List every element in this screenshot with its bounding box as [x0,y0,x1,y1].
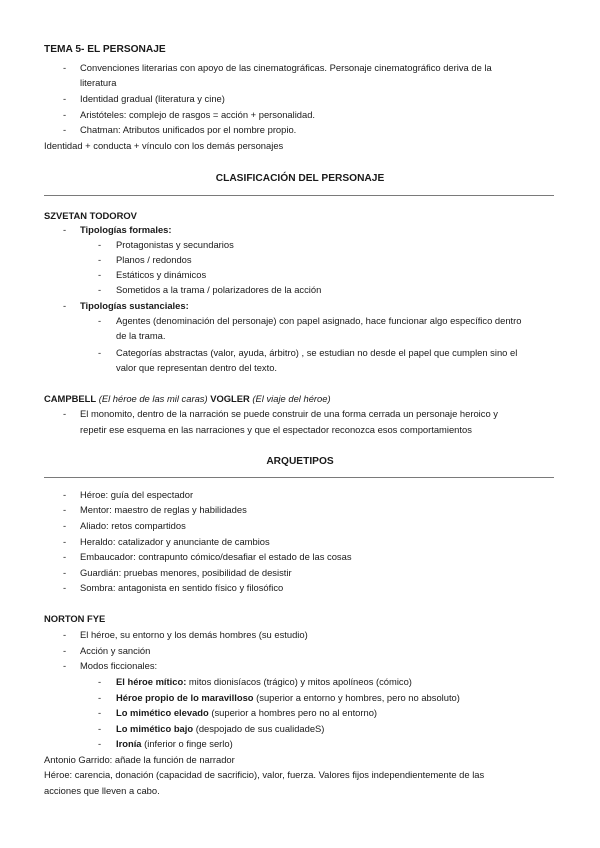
sust-item: Agentes (denominación del personaje) con papel asignado, hace funcionar algo específico dentro [116,315,522,326]
list-item: Aristóteles: complejo de rasgos = acción + personalidad. [80,109,316,120]
norton-item: Modos ficcionales: [80,660,158,671]
garrido-note: Antonio Garrido: añade la función de narrador [44,754,235,765]
sust-item-continuation: valor que representan dentro del texto. [116,362,278,373]
list-dash: - [63,520,67,531]
list-dash: - [63,629,67,640]
list-dash: - [98,692,102,703]
list-dash: - [63,645,67,656]
list-dash: - [63,124,67,135]
list-dash: - [63,93,67,104]
list-dash: - [98,676,102,687]
list-dash: - [98,269,102,280]
fictional-mode [116,674,412,690]
list-dash: - [98,254,102,265]
section-heading-clasificacion: CLASIFICACIÓN DEL PERSONAJE [215,173,385,184]
fictional-mode [116,690,460,706]
mode-name: Héroe propio de lo maravilloso [116,692,254,703]
list-dash: - [98,723,102,734]
sust-item-continuation: de la trama. [116,330,166,341]
intro-note: Identidad + conducta + vínculo con los demás personajes [44,140,284,151]
archetype-item: Mentor: maestro de reglas y habilidades [80,504,247,515]
mode-desc: (inferior o finge serlo) [141,738,233,749]
list-dash: - [98,239,102,250]
author-norton-fye: NORTON FYE [44,613,106,624]
list-dash: - [63,62,67,73]
section-divider [44,477,554,478]
heroe-note-continuation: acciones que lleven a cabo. [44,785,160,796]
archetype-item: Sombra: antagonista en sentido físico y filosófico [80,582,284,593]
list-dash: - [98,347,102,358]
monomito-item: El monomito, dentro de la narración se puede construir de una forma cerrada un personaje heroico y [80,408,498,419]
archetype-item: Guardián: pruebas menores, posibilidad de desistir [80,567,292,578]
list-dash: - [63,109,67,120]
archetype-item: Héroe: guía del espectador [80,489,194,500]
list-item: Chatman: Atributos unificados por el nombre propio. [80,124,297,135]
formal-item: Planos / redondos [116,254,192,265]
mode-name: Ironía [116,738,142,749]
mode-desc: (despojado de sus cualidadeS) [193,723,325,734]
campbell-vogler-line [44,391,331,407]
list-dash: - [63,660,67,671]
list-dash: - [63,567,67,578]
mode-name: El héroe mítico: [116,676,187,687]
sust-label: Tipologías sustanciales: [80,300,189,311]
list-dash: - [98,284,102,295]
document-title: TEMA 5- EL PERSONAJE [44,44,166,55]
sust-item: Categorías abstractas (valor, ayuda, árbitro) , se estudian no desde el papel que cumplen sino el [116,347,518,358]
mode-name: Lo mimético elevado [116,707,209,718]
list-dash: - [63,300,67,311]
norton-item: Acción y sanción [80,645,151,656]
mode-desc: (superior a entorno y hombres, pero no absoluto) [253,692,460,703]
mode-desc: mitos dionisíacos (trágico) y mitos apolíneos (cómico) [186,676,412,687]
list-item: Identidad gradual (literatura y cine) [80,93,225,104]
list-dash: - [98,738,102,749]
list-dash: - [63,224,67,235]
formal-item: Protagonistas y secundarios [116,239,234,250]
formal-item: Estáticos y dinámicos [116,269,207,280]
formal-item: Sometidos a la trama / polarizadores de la acción [116,284,322,295]
list-item-continuation: literatura [80,77,117,88]
fictional-mode [116,705,377,721]
norton-item: El héroe, su entorno y los demás hombres (su estudio) [80,629,308,640]
section-divider [44,195,554,196]
archetype-item: Aliado: retos compartidos [80,520,186,531]
list-dash: - [63,408,67,419]
list-item: Convenciones literarias con apoyo de las cinematográficas. Personaje cinematográfico deriva de la [80,62,492,73]
monomito-item-continuation: repetir ese esquema en las narraciones y que el espectador reconozca esos comportamientos [80,424,472,435]
mode-name: Lo mimético bajo [116,723,194,734]
list-dash: - [98,315,102,326]
list-dash: - [98,707,102,718]
author-campbell: CAMPBELL [44,393,97,404]
fictional-mode [116,721,324,737]
mode-desc: (superior a hombres pero no al entorno) [208,707,378,718]
fictional-mode [116,736,233,752]
campbell-work: (El héroe de las mil caras) [98,393,208,404]
list-dash: - [63,551,67,562]
archetype-item: Embaucador: contrapunto cómico/desafiar el estado de las cosas [80,551,352,562]
author-vogler: VOGLER [210,393,250,404]
formal-label: Tipologías formales: [80,224,172,235]
heroe-note: Héroe: carencia, donación (capacidad de sacrificio), valor, fuerza. Valores fijos independientemente de las [44,769,485,780]
archetype-item: Heraldo: catalizador y anunciante de cambios [80,536,270,547]
vogler-work: (El viaje del héroe) [252,393,331,404]
author-todorov: SZVETAN TODOROV [44,210,137,221]
list-dash: - [63,582,67,593]
list-dash: - [63,536,67,547]
list-dash: - [63,489,67,500]
list-dash: - [63,504,67,515]
section-heading-arquetipos: ARQUETIPOS [266,456,334,467]
